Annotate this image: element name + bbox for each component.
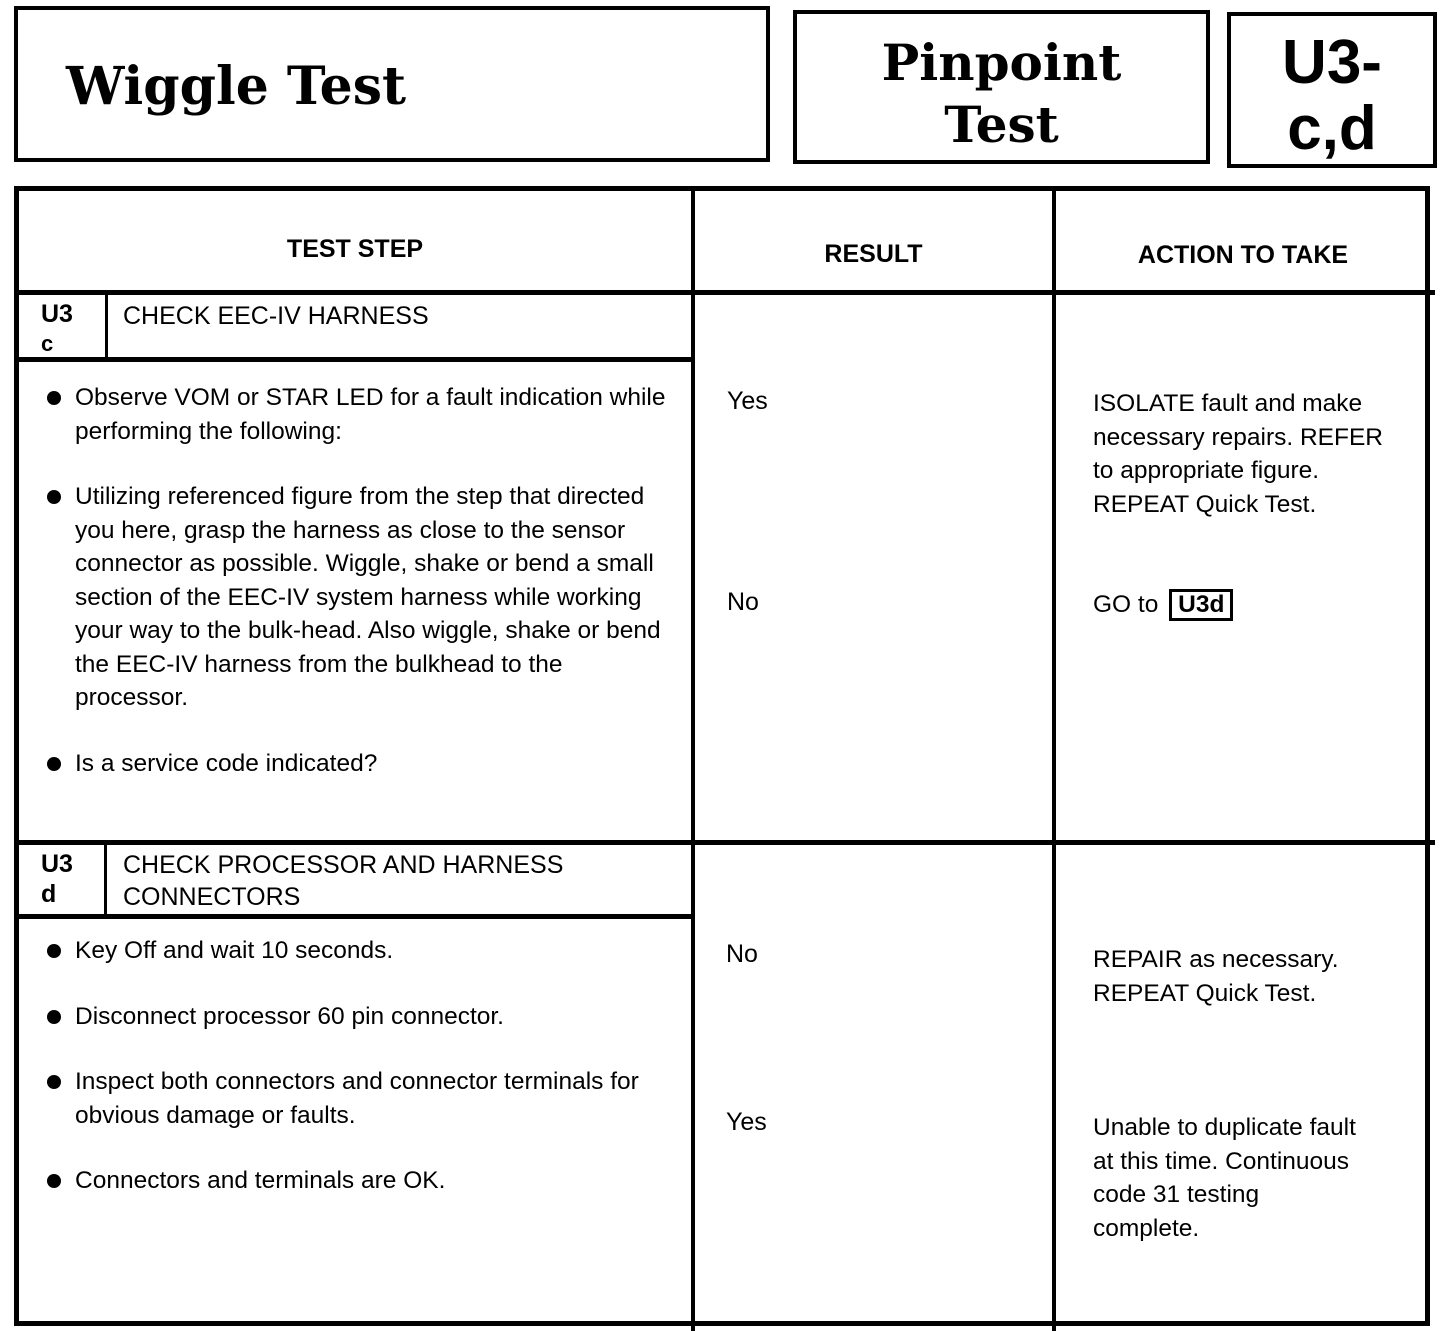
col-divider-2 xyxy=(1052,191,1056,1331)
column-header-action: ACTION TO TAKE xyxy=(1137,241,1349,269)
step-u3d-result-no: No xyxy=(726,940,758,968)
step-divider xyxy=(19,840,1435,845)
step-u3c-result-no: No xyxy=(727,588,759,616)
step-u3d-id-divider xyxy=(104,845,107,915)
step-u3c-title-divider xyxy=(19,357,691,362)
column-header-test-step: TEST STEP xyxy=(286,235,424,263)
goto-text: GO to xyxy=(1093,591,1159,618)
instruction-item: Disconnect processor 60 pin connector. xyxy=(47,1000,687,1034)
step-u3c-id xyxy=(41,299,73,359)
instruction-item: Utilizing referenced figure from the step that directed you here, grasp the harness as close to the sensor connector as possible. Wiggle, shake or bend a small section of the EEC-IV system harness while working your way to the bulk-head. Also wiggle, shake or bend the EEC-IV harness from the bulkhead to the processor. xyxy=(47,480,677,715)
pinpoint-test-label xyxy=(797,32,1206,156)
column-header-result: RESULT xyxy=(824,240,923,268)
test-code-box xyxy=(1227,12,1437,168)
step-u3d-result-yes: Yes xyxy=(726,1108,767,1136)
step-u3d-id-line2: d xyxy=(41,880,57,908)
col-divider-1 xyxy=(691,191,695,1331)
pinpoint-test-box xyxy=(793,10,1210,164)
instruction-item: Observe VOM or STAR LED for a fault indication while performing the following: xyxy=(47,381,677,448)
goto-u3d-link[interactable]: U3d xyxy=(1169,589,1233,621)
step-u3c-action-no xyxy=(1093,588,1413,622)
step-u3c-instructions xyxy=(47,381,677,780)
test-code-line1: U3- xyxy=(1282,28,1382,97)
step-u3d-instructions xyxy=(47,934,687,1198)
step-u3c-action-yes: ISOLATE fault and make necessary repairs. REFER to appropriate figure. REPEAT Quick Test. xyxy=(1093,390,1384,518)
title-box xyxy=(14,6,770,162)
instruction-item: Is a service code indicated? xyxy=(47,747,677,781)
test-code-line2: c,d xyxy=(1287,94,1377,163)
pinpoint-line2: Test xyxy=(944,95,1059,154)
pinpoint-line1: Pinpoint xyxy=(881,33,1122,92)
step-u3c-id-divider xyxy=(105,295,108,358)
step-u3c-title: CHECK EEC-IV HARNESS xyxy=(123,302,429,330)
step-u3c-id-line1: U3 xyxy=(41,300,73,328)
test-code-label xyxy=(1231,30,1433,162)
step-u3d-action-no: REPAIR as necessary. REPEAT Quick Test. xyxy=(1093,946,1339,1007)
step-u3d-action-yes: Unable to duplicate fault at this time. Continuous code 31 testing complete. xyxy=(1093,1114,1356,1242)
step-u3d-title-divider xyxy=(19,914,691,919)
step-u3c-result-yes: Yes xyxy=(727,387,768,415)
step-u3d-title: CHECK PROCESSOR AND HARNESS CONNECTORS xyxy=(123,851,564,911)
instruction-item: Key Off and wait 10 seconds. xyxy=(47,934,687,968)
step-u3c-id-line2: c xyxy=(41,331,54,356)
instruction-item: Connectors and terminals are OK. xyxy=(47,1164,687,1198)
page-title: Wiggle Test xyxy=(66,56,407,117)
test-table xyxy=(14,186,1430,1326)
step-u3d-id-line1: U3 xyxy=(41,850,73,878)
step-u3d-id xyxy=(41,849,73,909)
header-row-divider xyxy=(19,290,1435,295)
instruction-item: Inspect both connectors and connector terminals for obvious damage or faults. xyxy=(47,1065,687,1132)
